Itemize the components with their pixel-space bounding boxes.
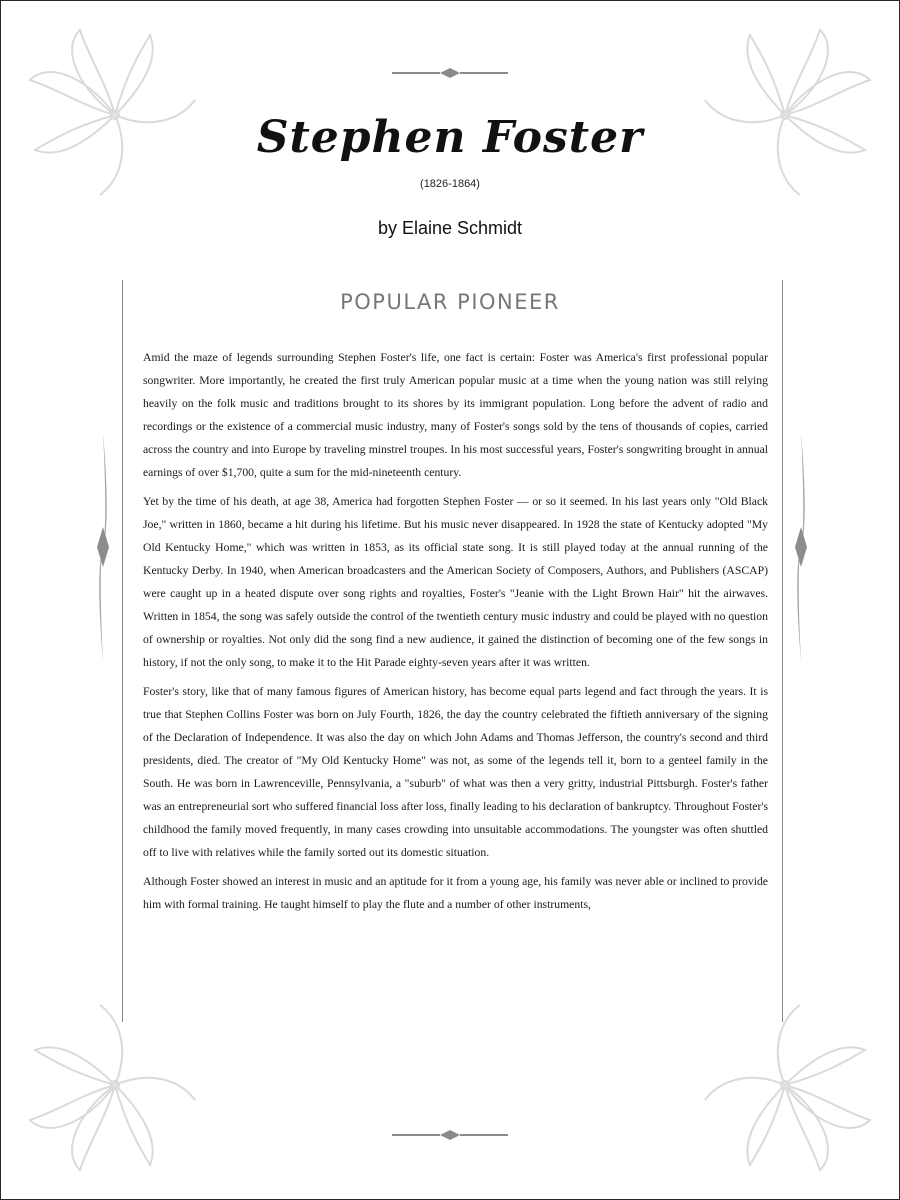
section-heading: POPULAR PIONEER [340, 290, 560, 314]
flourish-divider-icon [390, 66, 510, 80]
paragraph: Foster's story, like that of many famous figures of American history, has become equal parts legend and fact through the years. It is true that Stephen Collins Foster was born on July Fourth, 1826, the day the country celebrated the fiftieth anniversary of the signing of the Declaration of Independence. It was also the day on which John Adams and Thomas Jefferson, the country's second and third presidents, died. The creator of "My Old Kentucky Home" was not, as some of the legends tell it, born to a genteel family in the South. He was born in Lawrenceville, Pennsylvania, a "suburb" of what was then a very gritty, industrial Pittsburgh. Foster's father was an entrepreneurial sort who suffered financial loss after loss, finally leading to his declaration of bankruptcy. Throughout Foster's childhood the family moved frequently, in many cases crowding into unsuitable accommodations. The youngster was often shuttled off to live with relatives while the family sorted out its domestic situation. [143, 685, 768, 859]
life-dates: (1826-1864) [420, 178, 480, 190]
article-body [143, 346, 768, 1022]
flourish-divider-icon [390, 1128, 510, 1142]
left-rule [121, 280, 124, 1022]
page-title: Stephen Foster [256, 112, 644, 163]
side-ornament-icon [96, 432, 110, 662]
side-ornament-icon [794, 432, 808, 662]
paragraph: Yet by the time of his death, at age 38, America had forgotten Stephen Foster — or so it seemed. In his last years only "Old Black Joe," written in 1860, became a hit during his lifetime. But his music never disappeared. In 1928 the state of Kentucky adopted "My Old Kentucky Home," which was written in 1853, as its official state song. It is still played today at the annual running of the Kentucky Derby. In 1940, when American broadcasters and the American Society of Composers, Authors, and Publishers (ASCAP) were caught up in a heated dispute over song rights and royalties, Foster's "Jeanie with the Light Brown Hair" hit the airwaves. Written in 1854, the song was safely outside the control of the twentieth century music industry and could be played with no question of ownership or royalties. Not only did the song find a new audience, it gained the distinction of becoming one of the few songs in history, if not the only song, to make it to the Hit Parade eighty-seven years after it was written. [143, 495, 768, 669]
author-byline: by Elaine Schmidt [377, 218, 523, 238]
paragraph: Although Foster showed an interest in music and an aptitude for it from a young age, his family was never able or inclined to provide him with formal training. He taught himself to play the flute and a number of other instruments, [143, 875, 768, 911]
right-rule [781, 280, 784, 1022]
paragraph: Amid the maze of legends surrounding Stephen Foster's life, one fact is certain: Foster was America's first professional popular songwriter. More importantly, he created the first truly American popular music at a time when the young nation was still relying heavily on the folk music and traditions brought to its shores by its immigrant population. Long before the advent of radio and recordings or the existence of a commercial music industry, many of Foster's songs sold by the tens of thousands of copies, carried across the country and into Europe by traveling minstrel troupes. In his most successful years, Foster's songwriting brought in annual earnings of over $1,700, quite a sum for the mid-nineteenth century. [143, 351, 768, 479]
